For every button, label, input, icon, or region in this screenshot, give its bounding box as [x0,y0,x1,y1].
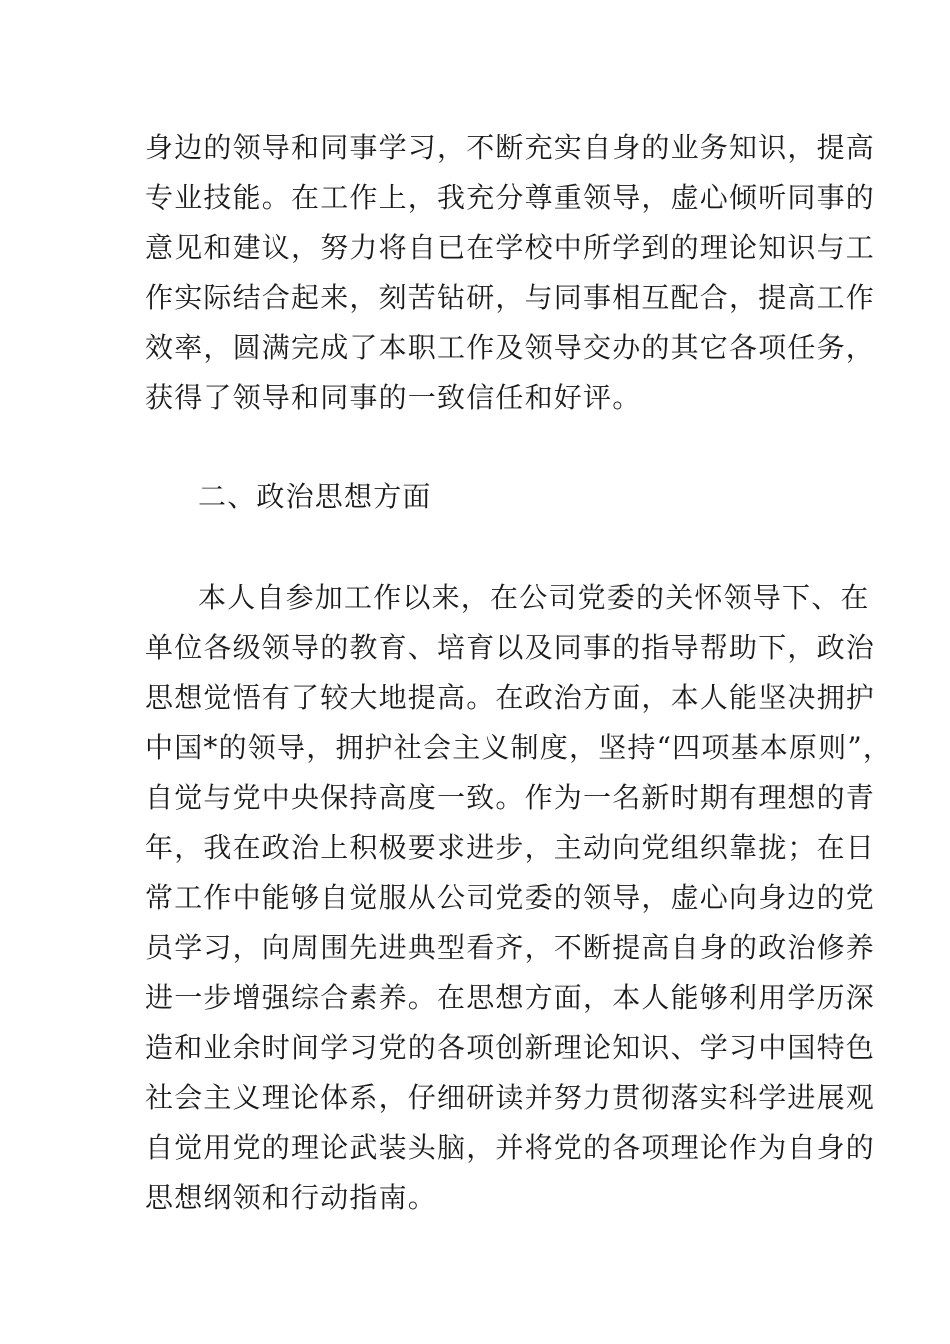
paragraph-2-line-13: 思想纲领和行动指南。 [145,1181,438,1214]
paragraph-1-line-1: 身边的领导和同事学习，不断充实自身的业务知识，提高 [145,131,876,164]
paragraph-2-line-7: 常工作中能够自觉服从公司党委的领导，虚心向身边的党 [145,881,876,914]
paragraph-1-line-4: 作实际结合起来，刻苦钻研，与同事相互配合，提高工作 [145,281,876,314]
section-heading: 二、政治思想方面 [198,480,432,513]
paragraph-2-line-12: 自觉用党的理论武装头脑，并将党的各项理论作为自身的 [145,1131,876,1164]
paragraph-2-line-11: 社会主义理论体系，仔细研读并努力贯彻落实科学进展观 [145,1081,876,1114]
paragraph-2-line-9: 进一步增强综合素养。在思想方面，本人能够利用学历深 [145,981,876,1014]
paragraph-1-line-2: 专业技能。在工作上，我充分尊重领导，虚心倾听同事的 [145,181,876,214]
paragraph-1-line-5: 效率，圆满完成了本职工作及领导交办的其它各项任务， [145,331,876,364]
paragraph-1-line-6: 获得了领导和同事的一致信任和好评。 [145,381,642,414]
paragraph-2-line-4: 中国*的领导，拥护社会主义制度，坚持“四项基本原则”， [145,731,893,764]
paragraph-2-line-5: 自觉与党中央保持高度一致。作为一名新时期有理想的青 [145,781,876,814]
paragraph-2-line-10: 造和业余时间学习党的各项创新理论知识、学习中国特色 [145,1031,876,1064]
paragraph-2-line-8: 员学习，向周围先进典型看齐，不断提高自身的政治修养 [145,931,876,964]
paragraph-2-line-3: 思想觉悟有了较大地提高。在政治方面，本人能坚决拥护 [145,681,876,714]
paragraph-2-line-1: 本人自参加工作以来，在公司党委的关怀领导下、在 [198,581,870,614]
paragraph-1-line-3: 意见和建议，努力将自已在学校中所学到的理论知识与工 [145,231,876,264]
paragraph-2-line-6: 年，我在政治上积极要求进步，主动向党组织靠拢；在日 [145,831,876,864]
paragraph-2-line-2: 单位各级领导的教育、培育以及同事的指导帮助下，政治 [145,631,876,664]
